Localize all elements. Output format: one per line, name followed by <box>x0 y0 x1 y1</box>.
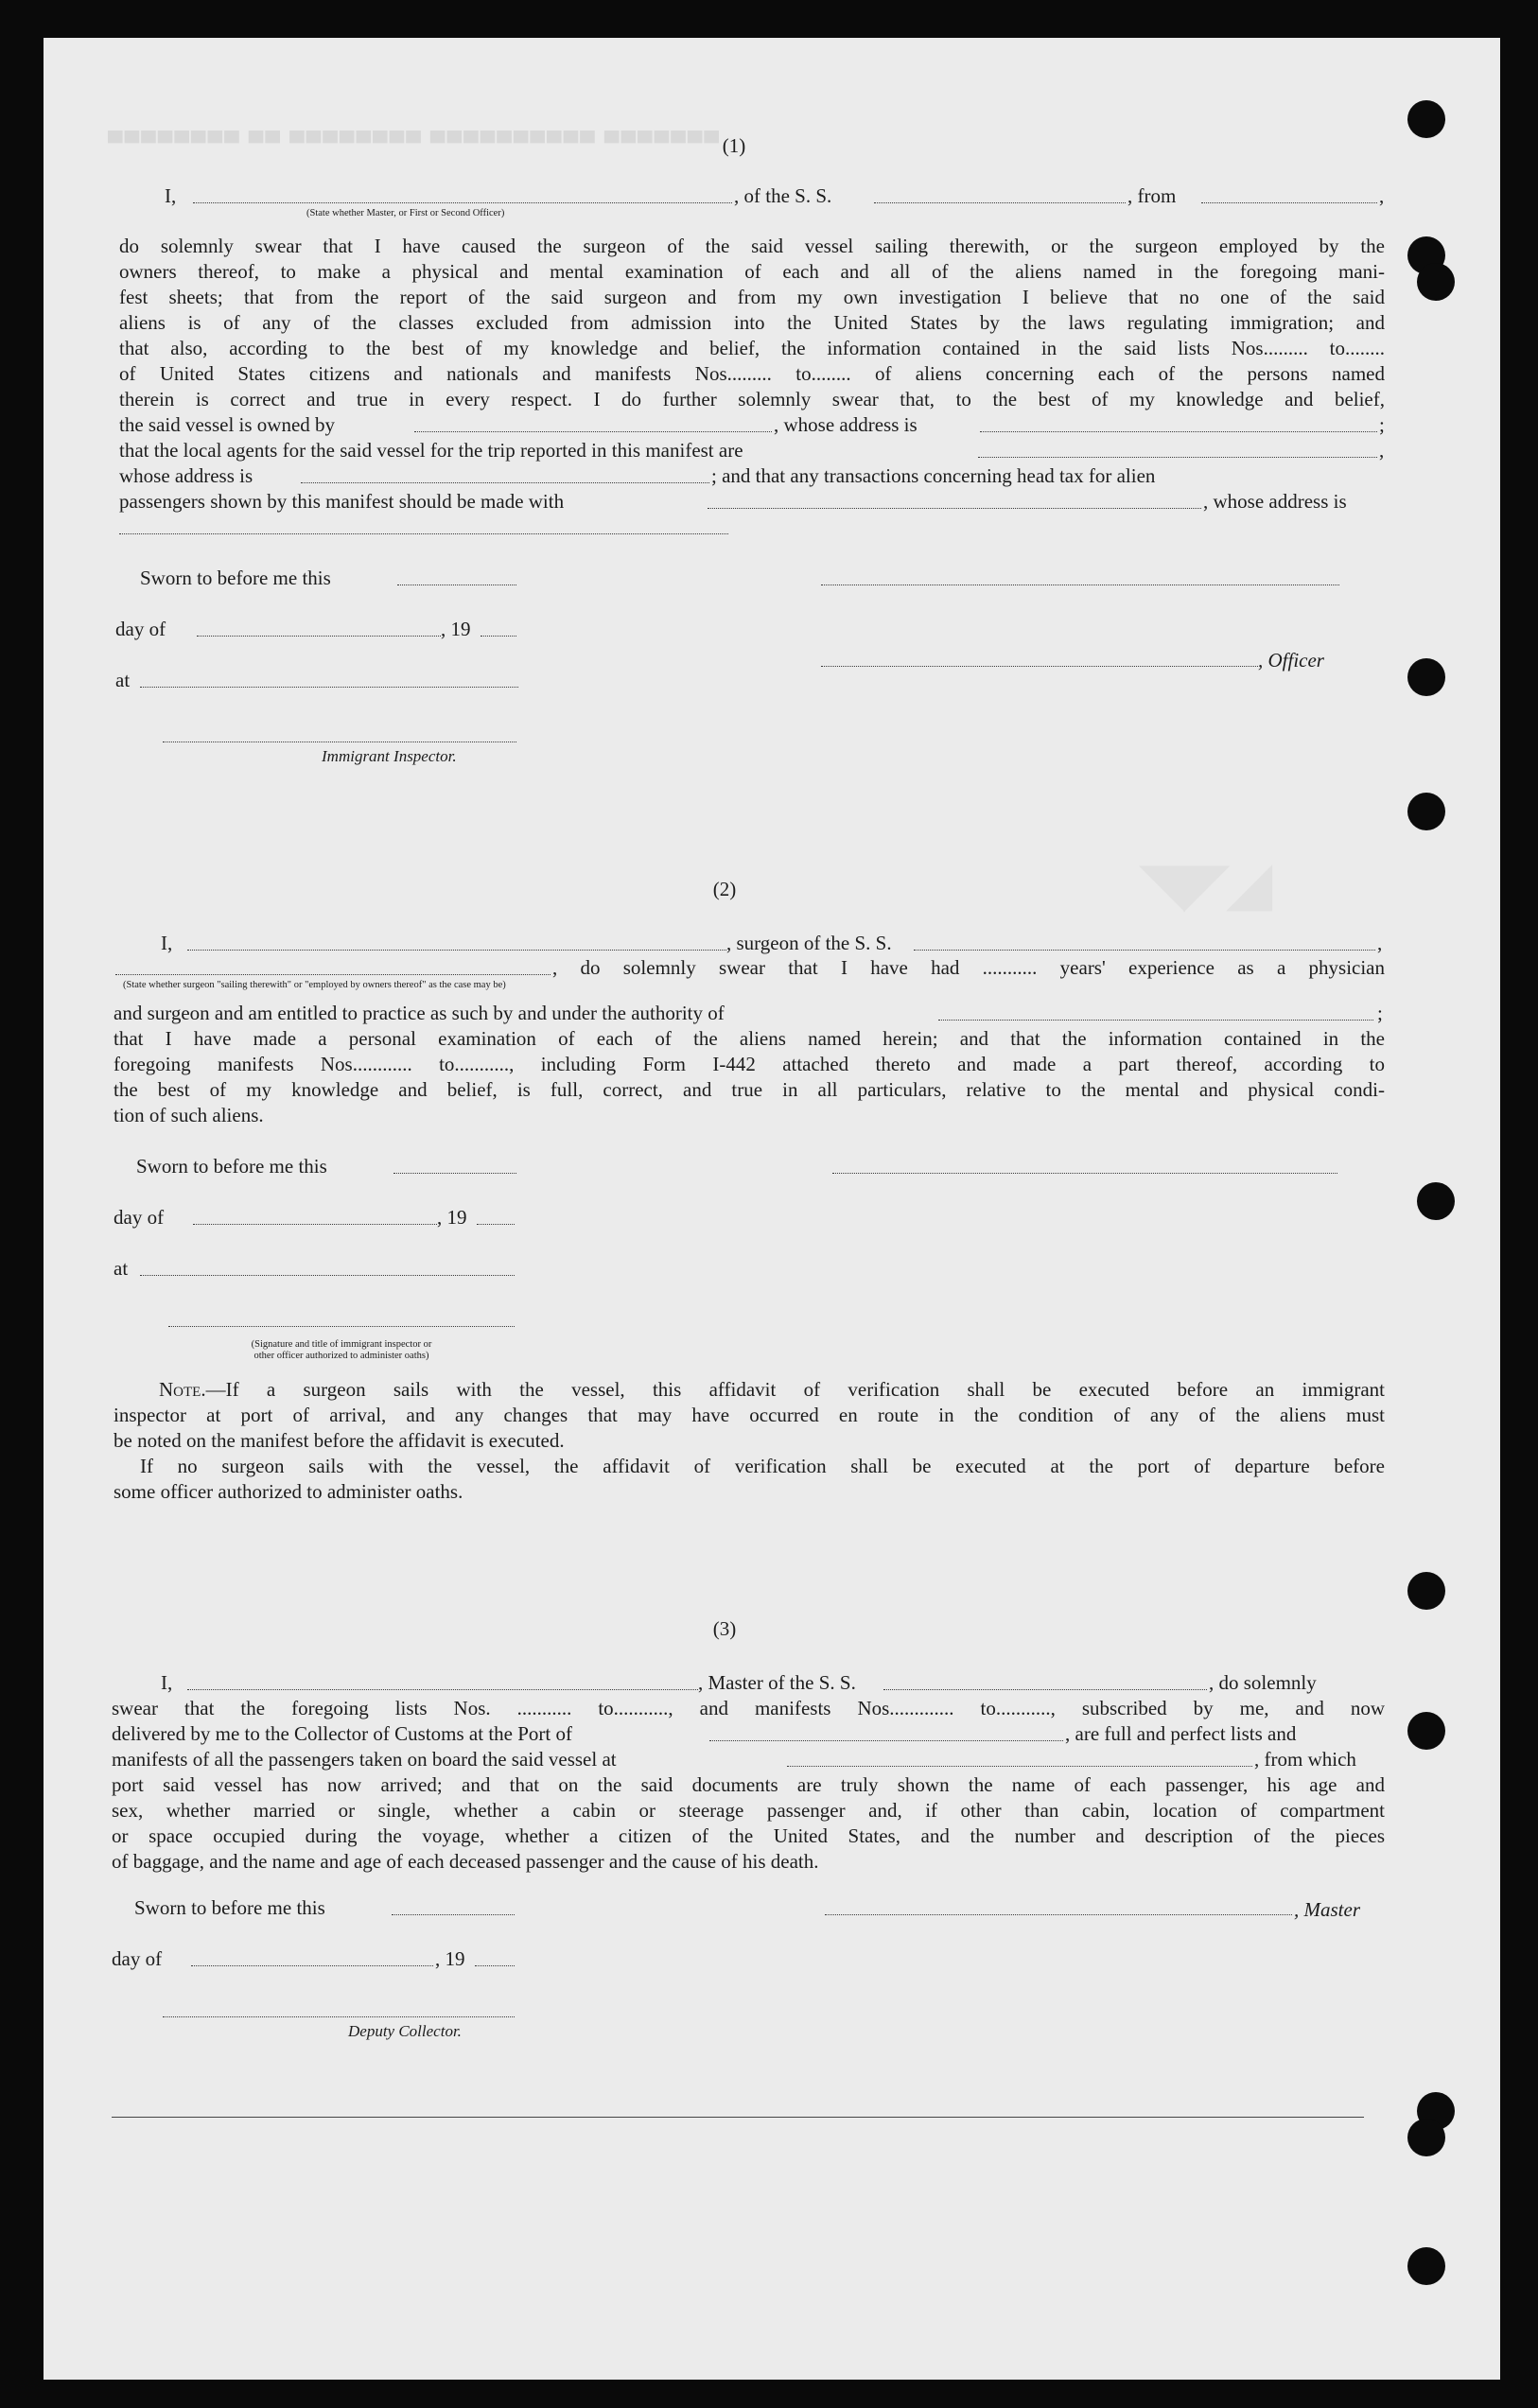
sworn-date-field[interactable] <box>392 1914 515 1915</box>
master-label: , Master <box>1294 1898 1360 1921</box>
surgeon-status-field[interactable] <box>115 974 551 975</box>
of-the-ss-label: , of the S. S. <box>734 184 832 207</box>
at-place-field[interactable] <box>140 1275 515 1276</box>
sworn-label: Sworn to before me this <box>140 567 331 589</box>
master-text-line: swear that the foregoing lists Nos. ........... to..........., and manifests Nos............. to..........., subscribed by me, and now <box>112 1697 1385 1719</box>
master-of-label: , Master of the S. S. <box>698 1671 856 1694</box>
from-which-label: , from which <box>1254 1748 1356 1771</box>
oath-text-line: therein is correct and true in every respect. I do further solemnly swear that, to the best of my knowledge and belief, <box>119 388 1385 410</box>
vessel-name-field[interactable] <box>914 950 1375 951</box>
punch-hole <box>1417 1182 1455 1220</box>
year-field[interactable] <box>481 636 516 637</box>
punch-hole <box>1407 793 1445 830</box>
surgeon-text-line: tion of such aliens. <box>114 1104 264 1126</box>
port-of-field[interactable] <box>709 1740 1063 1741</box>
head-tax-agent-field[interactable] <box>708 508 1201 509</box>
punch-hole <box>1417 263 1455 301</box>
master-signature-field[interactable] <box>825 1914 1292 1915</box>
semicolon: ; <box>1379 413 1385 436</box>
local-agents-label: that the local agents for the said vessel for the trip reported in this manifest are <box>119 439 743 462</box>
full-perfect-label: , are full and perfect lists and <box>1065 1722 1297 1745</box>
inspector-label: Immigrant Inspector. <box>322 747 457 765</box>
punch-hole <box>1407 1712 1445 1750</box>
solemnly-text: , do solemnly swear that I have had ........... years' experience as a physician <box>552 956 1385 979</box>
day-of-field[interactable] <box>197 636 441 637</box>
master-name-field[interactable] <box>187 1689 698 1690</box>
note-label: Note. <box>159 1378 206 1401</box>
authority-field[interactable] <box>938 1020 1373 1021</box>
oath-i: I, <box>161 1671 173 1694</box>
from-label: , from <box>1127 184 1177 207</box>
surgeon-text-line: that I have made a personal examination of each of the aliens named herein; and that the information contained in the <box>114 1027 1385 1050</box>
section-1-number: (1) <box>722 134 746 157</box>
officer-label: , Officer <box>1258 649 1324 672</box>
form-page <box>44 38 1500 2380</box>
surgeon-of-label: , surgeon of the S. S. <box>726 932 892 954</box>
from-port-field[interactable] <box>1201 202 1377 203</box>
semicolon: ; <box>1377 1002 1383 1024</box>
local-agents-field[interactable] <box>978 457 1377 458</box>
note-text-line: be noted on the manifest before the affidavit is executed. <box>114 1429 565 1452</box>
surgeon-text-line: the best of my knowledge and belief, is full, correct, and true in all particulars, relative to the mental and physical condi- <box>114 1078 1385 1101</box>
day-of-label: day of <box>112 1947 163 1970</box>
section-2-number: (2) <box>712 878 737 900</box>
master-text-line: or space occupied during the voyage, whether a citizen of the United States, and the number and description of the pieces <box>112 1824 1385 1847</box>
owner-address-field[interactable] <box>980 431 1377 432</box>
bleed-through-mark: ◥◤◢ <box>1141 852 1272 916</box>
oath-text-line: fest sheets; that from the report of the said surgeon and from my own investigation I believe that no one of the said <box>119 286 1385 308</box>
surgeon-name-field[interactable] <box>187 950 726 951</box>
punch-hole <box>1407 1572 1445 1610</box>
whose-address-label: whose address is <box>119 464 253 487</box>
head-tax-address-field[interactable] <box>119 533 728 534</box>
officer-title-field[interactable] <box>821 666 1258 667</box>
bleed-through-text: ▀▀▀▀▀▀▀▀ ▀▀ ▀▀▀▀▀▀▀▀ ▀▀▀▀▀▀▀▀▀▀ ▀▀▀▀▀▀▀ <box>108 131 721 154</box>
comma: , <box>1379 184 1385 207</box>
year-label: , 19 <box>441 618 471 640</box>
surgeon-signature-field[interactable] <box>832 1173 1337 1174</box>
vessel-name-field[interactable] <box>874 202 1126 203</box>
oath-i: I, <box>161 932 173 954</box>
master-text-line: port said vessel has now arrived; and that on the said documents are truly shown the name of each passenger, his age and <box>112 1773 1385 1796</box>
whose-address-label: , whose address is <box>1203 490 1347 513</box>
owner-field[interactable] <box>414 431 772 432</box>
year-field[interactable] <box>475 1965 515 1966</box>
manifests-label: manifests of all the passengers taken on board the said vessel at <box>112 1748 617 1771</box>
comma: , <box>1379 439 1385 462</box>
day-of-label: day of <box>114 1206 165 1229</box>
oath-text-line: of United States citizens and nationals and manifests Nos......... to........ of aliens concerning each of the persons named <box>119 362 1385 385</box>
authority-label: and surgeon and am entitled to practice as such by and under the authority of <box>114 1002 725 1024</box>
sworn-date-field[interactable] <box>393 1173 516 1174</box>
section-3-number: (3) <box>712 1617 737 1640</box>
officer-name-field[interactable] <box>193 202 732 203</box>
state-note: (State whether Master, or First or Second Officer) <box>306 208 505 218</box>
day-of-field[interactable] <box>193 1224 437 1225</box>
punch-hole <box>1407 100 1445 138</box>
oath-text-line: owners thereof, to make a physical and mental examination of each and all of the aliens named in the foregoing mani- <box>119 260 1385 283</box>
whose-address-label: , whose address is <box>774 413 918 436</box>
sworn-label: Sworn to before me this <box>134 1896 325 1919</box>
deputy-signature-field[interactable] <box>163 2016 515 2017</box>
sworn-label: Sworn to before me this <box>136 1155 327 1178</box>
year-field[interactable] <box>477 1224 515 1225</box>
year-label: , 19 <box>437 1206 467 1229</box>
embark-port-field[interactable] <box>787 1766 1252 1767</box>
agents-address-field[interactable] <box>301 482 709 483</box>
note-text: —If a surgeon sails with the vessel, this affidavit of verification shall be executed before an immigrant <box>205 1378 1385 1401</box>
note-text-line <box>159 1377 1385 1403</box>
punch-hole <box>1407 2247 1445 2285</box>
note-text-line: If no surgeon sails with the vessel, the affidavit of verification shall be executed at the port of departure before <box>140 1455 1385 1477</box>
surgeon-text-line: foregoing manifests Nos............ to..........., including Form I-442 attached thereto and made a part thereof, according to <box>114 1053 1385 1075</box>
vessel-name-field[interactable] <box>883 1689 1207 1690</box>
master-text-line: of baggage, and the name and age of each deceased passenger and the cause of his death. <box>112 1850 819 1873</box>
master-text-line: sex, whether married or single, whether a cabin or steerage passenger and, if other than cabin, location of compartment <box>112 1799 1385 1822</box>
note-text-line: inspector at port of arrival, and any changes that may have occurred en route in the condition of any of the aliens must <box>114 1404 1385 1426</box>
oath-i: I, <box>165 184 177 207</box>
comma: , <box>1377 932 1383 954</box>
at-label: at <box>114 1257 129 1280</box>
signature-note: other officer authorized to administer oaths) <box>253 1351 429 1361</box>
deputy-collector-label: Deputy Collector. <box>348 2022 462 2040</box>
signature-note: (Signature and title of immigrant inspector or <box>251 1339 432 1350</box>
do-solemnly-label: , do solemnly <box>1209 1671 1317 1694</box>
inspector-signature-field[interactable] <box>168 1326 515 1327</box>
day-of-field[interactable] <box>191 1965 433 1966</box>
passengers-text: passengers shown by this manifest should be made with <box>119 490 565 513</box>
owned-by-label: the said vessel is owned by <box>119 413 336 436</box>
note-text-line: some officer authorized to administer oaths. <box>114 1480 463 1503</box>
oath-text-line: aliens is of any of the classes excluded from admission into the United States by the laws regulating immigration; and <box>119 311 1385 334</box>
bottom-rule <box>112 2117 1364 2118</box>
day-of-label: day of <box>115 618 166 640</box>
punch-hole <box>1407 658 1445 696</box>
at-place-field[interactable] <box>140 687 518 688</box>
head-tax-text: ; and that any transactions concerning head tax for alien <box>711 464 1156 487</box>
year-label: , 19 <box>435 1947 465 1970</box>
punch-hole <box>1407 2119 1445 2156</box>
surgeon-state-note: (State whether surgeon "sailing therewith" or "employed by owners thereof" as the case may be) <box>123 980 506 990</box>
delivered-label: delivered by me to the Collector of Customs at the Port of <box>112 1722 572 1745</box>
at-label: at <box>115 669 131 691</box>
oath-text-line: that also, according to the best of my knowledge and belief, the information contained in the said lists Nos......... to........ <box>119 337 1385 359</box>
oath-text-line: do solemnly swear that I have caused the surgeon of the said vessel sailing therewith, or the surgeon employed by the <box>119 235 1385 257</box>
